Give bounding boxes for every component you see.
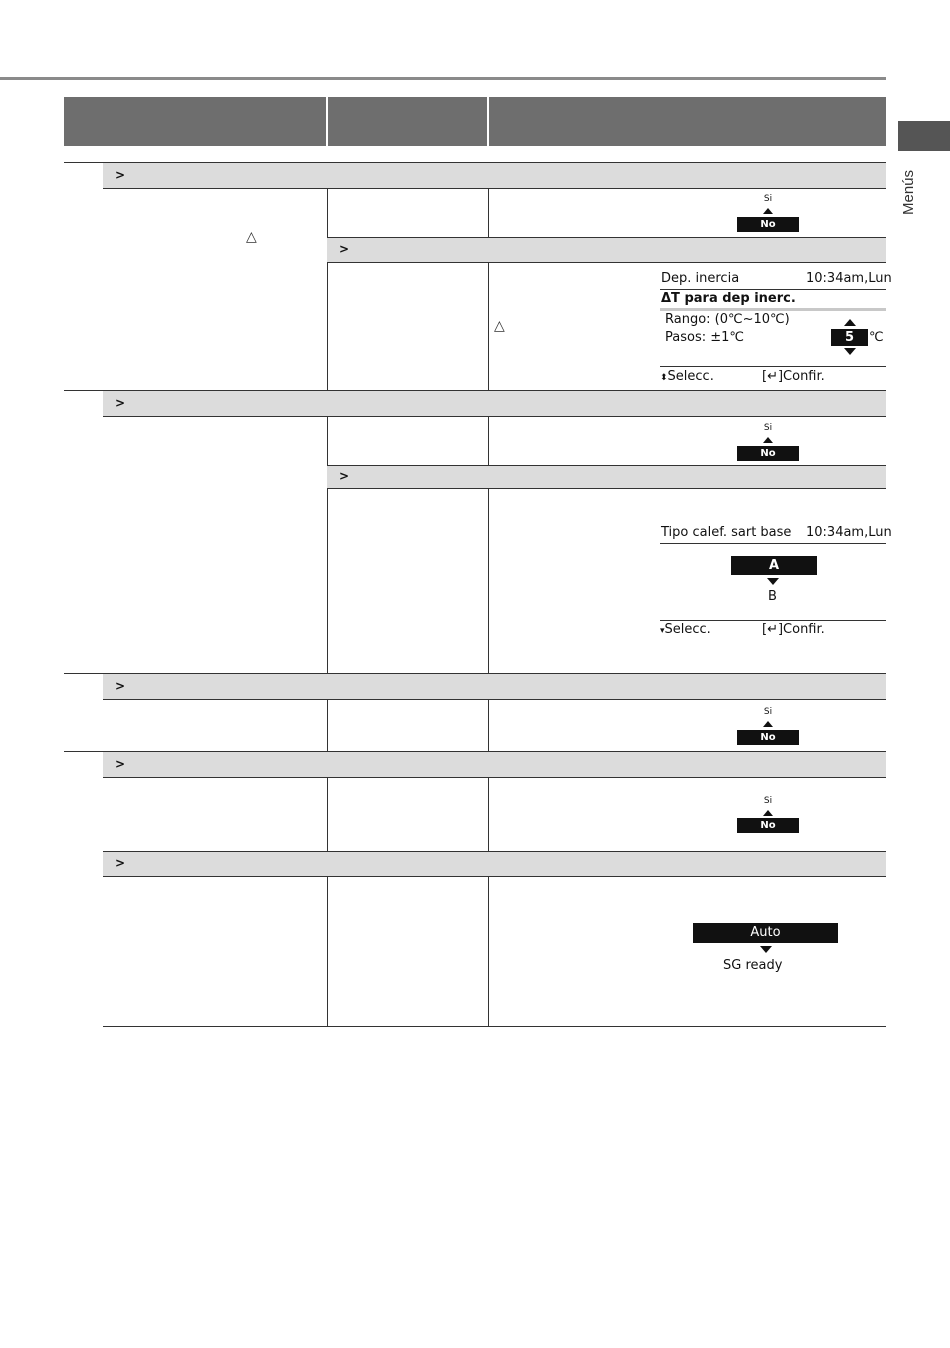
column-divider [488, 417, 489, 673]
screen-rule [660, 543, 886, 544]
row-band [327, 237, 886, 263]
column-divider [488, 189, 489, 390]
footer-select: ⬍Selecc. [660, 369, 714, 384]
option-no-selected[interactable]: No [737, 446, 799, 461]
section-tab-marker [898, 121, 950, 151]
column-divider [327, 417, 328, 673]
option-si[interactable]: Si [763, 796, 773, 806]
option-no-selected[interactable]: No [737, 818, 799, 833]
option-no-selected[interactable]: No [737, 730, 799, 745]
row-band [103, 673, 886, 700]
down-arrow-icon [767, 578, 779, 585]
row-band [103, 751, 886, 778]
option-si[interactable]: Si [763, 194, 773, 204]
table-bottom-rule [103, 1026, 886, 1027]
screen-rule [660, 308, 886, 311]
top-rule [0, 77, 886, 80]
down-arrow-icon [760, 946, 772, 953]
footer-select: ▾Selecc. [660, 622, 711, 637]
up-arrow-icon [763, 810, 773, 816]
table-header [64, 97, 886, 146]
screen-rule [660, 620, 886, 621]
up-arrow-icon [763, 721, 773, 727]
chevron-right-icon: > [115, 757, 126, 771]
header-divider [487, 97, 489, 146]
down-arrow-small-icon: ▾ [660, 626, 665, 636]
section-tab-label: Menús [900, 169, 917, 215]
option-auto-selected[interactable]: Auto [693, 923, 838, 943]
column-divider [327, 189, 328, 390]
down-arrow-icon[interactable] [844, 348, 856, 355]
option-si[interactable]: Si [763, 423, 773, 433]
row-band [103, 851, 886, 877]
chevron-right-icon: > [339, 242, 350, 256]
row-band [327, 465, 886, 489]
screen-time: 10:34am,Lun [806, 525, 892, 540]
column-divider [488, 778, 489, 851]
chevron-right-icon: > [115, 679, 126, 693]
row-band [103, 162, 886, 189]
column-divider [488, 877, 489, 1027]
range-text: Rango: (0℃~10℃) [665, 312, 790, 327]
up-arrow-icon [763, 208, 773, 214]
option-a-selected[interactable]: A [731, 556, 817, 575]
warning-triangle-icon: △ [494, 318, 505, 334]
screen-title: Tipo calef. sart base [661, 525, 792, 540]
header-divider [326, 97, 328, 146]
up-arrow-icon[interactable] [844, 319, 856, 326]
unit-label: ℃ [869, 330, 884, 345]
warning-triangle-icon: △ [246, 229, 257, 245]
column-divider [327, 778, 328, 851]
footer-confirm: [↵]Confir. [762, 369, 825, 384]
value-box[interactable]: 5 [831, 329, 868, 346]
column-divider [327, 877, 328, 1027]
screen-subtitle: ΔT para dep inerc. [661, 291, 796, 306]
option-b[interactable]: B [768, 589, 777, 604]
chevron-right-icon: > [115, 856, 126, 870]
screen-rule [660, 366, 886, 367]
up-arrow-icon [763, 437, 773, 443]
column-divider [327, 700, 328, 751]
footer-confirm: [↵]Confir. [762, 622, 825, 637]
screen-rule [660, 289, 886, 290]
option-si[interactable]: Si [763, 707, 773, 717]
chevron-right-icon: > [115, 396, 126, 410]
option-sg-ready[interactable]: SG ready [723, 958, 783, 973]
column-divider [488, 700, 489, 751]
option-no-selected[interactable]: No [737, 217, 799, 232]
row-band [103, 390, 886, 417]
screen-title: Dep. inercia [661, 271, 740, 286]
up-down-icon: ⬍ [660, 373, 668, 383]
chevron-right-icon: > [339, 469, 350, 483]
chevron-right-icon: > [115, 168, 126, 182]
steps-text: Pasos: ±1℃ [665, 330, 744, 345]
screen-time: 10:34am,Lun [806, 271, 892, 286]
